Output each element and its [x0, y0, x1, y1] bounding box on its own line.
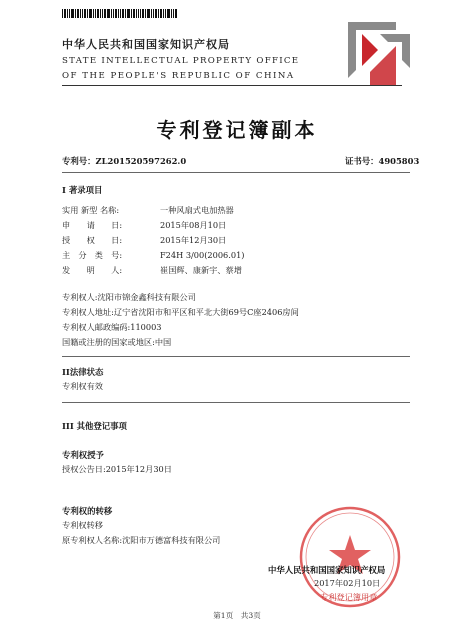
patentee-address: 专利权人地址:辽宁省沈阳市和平区和平北大街69号C座2406房间 [62, 307, 299, 317]
grant-date: 2015年12月30日 [160, 235, 227, 245]
legal-status: 专利权有效 [62, 381, 103, 391]
patentee: 专利权人:沈阳市锦金鑫科技有限公司 [62, 292, 196, 302]
original-patentee: 原专利权人名称:沈阳市万德富科技有限公司 [62, 535, 221, 545]
row-label: 实用 新型 名称: [62, 205, 120, 215]
section-other-registrations-title: III 其他登记事项 [62, 421, 127, 431]
divider [62, 172, 410, 173]
office-name-en-line2: OF THE PEOPLE'S REPUBLIC OF CHINA [62, 71, 295, 81]
utility-model-name: 一种风扇式电加热器 [160, 205, 234, 215]
divider [62, 402, 410, 403]
application-date: 2015年08月10日 [160, 220, 227, 230]
barcode [62, 9, 192, 18]
document-title: 专利登记簿副本 [156, 118, 318, 142]
office-name-en-line1: STATE INTELLECTUAL PROPERTY OFFICE [62, 56, 300, 66]
inventors: 崔国辉、康新宇、蔡增 [160, 265, 242, 275]
header-divider [62, 85, 402, 86]
page-number: 第1页 共3页 [213, 611, 261, 620]
office-name-cn: 中华人民共和国国家知识产权局 [62, 38, 230, 51]
issue-date: 2017年02月10日 [314, 578, 381, 588]
divider [62, 356, 410, 357]
section-legal-status-title: II法律状态 [62, 367, 104, 377]
row-label: 发 明 人: [62, 265, 123, 275]
section-bibliographic-title: I 著录项目 [62, 185, 103, 195]
sipo-logo-icon [340, 20, 414, 88]
grant-subsection-title: 专利权授予 [62, 450, 104, 460]
row-label: 申 请 日: [62, 220, 123, 230]
patentee-country: 国籍或注册的国家或地区:中国 [62, 337, 172, 347]
row-label: 授 权 日: [62, 235, 123, 245]
patent-number: 专利号：ZL201520597262.0 [62, 156, 187, 166]
issuing-office: 中华人民共和国国家知识产权局 [268, 565, 386, 575]
main-classification: F24H 3/00(2006.01) [160, 250, 245, 260]
patentee-postcode: 专利权人邮政编码:110003 [62, 322, 162, 332]
certificate-number: 证书号：4905803 [345, 156, 420, 166]
transfer-subsection-title: 专利权的转移 [62, 506, 113, 516]
transfer-type: 专利权转移 [62, 520, 103, 530]
stamp-label: 专利登记簿用章 [320, 592, 378, 602]
row-label: 主 分 类 号: [62, 250, 123, 260]
grant-announcement-date: 授权公告日:2015年12月30日 [62, 464, 172, 474]
